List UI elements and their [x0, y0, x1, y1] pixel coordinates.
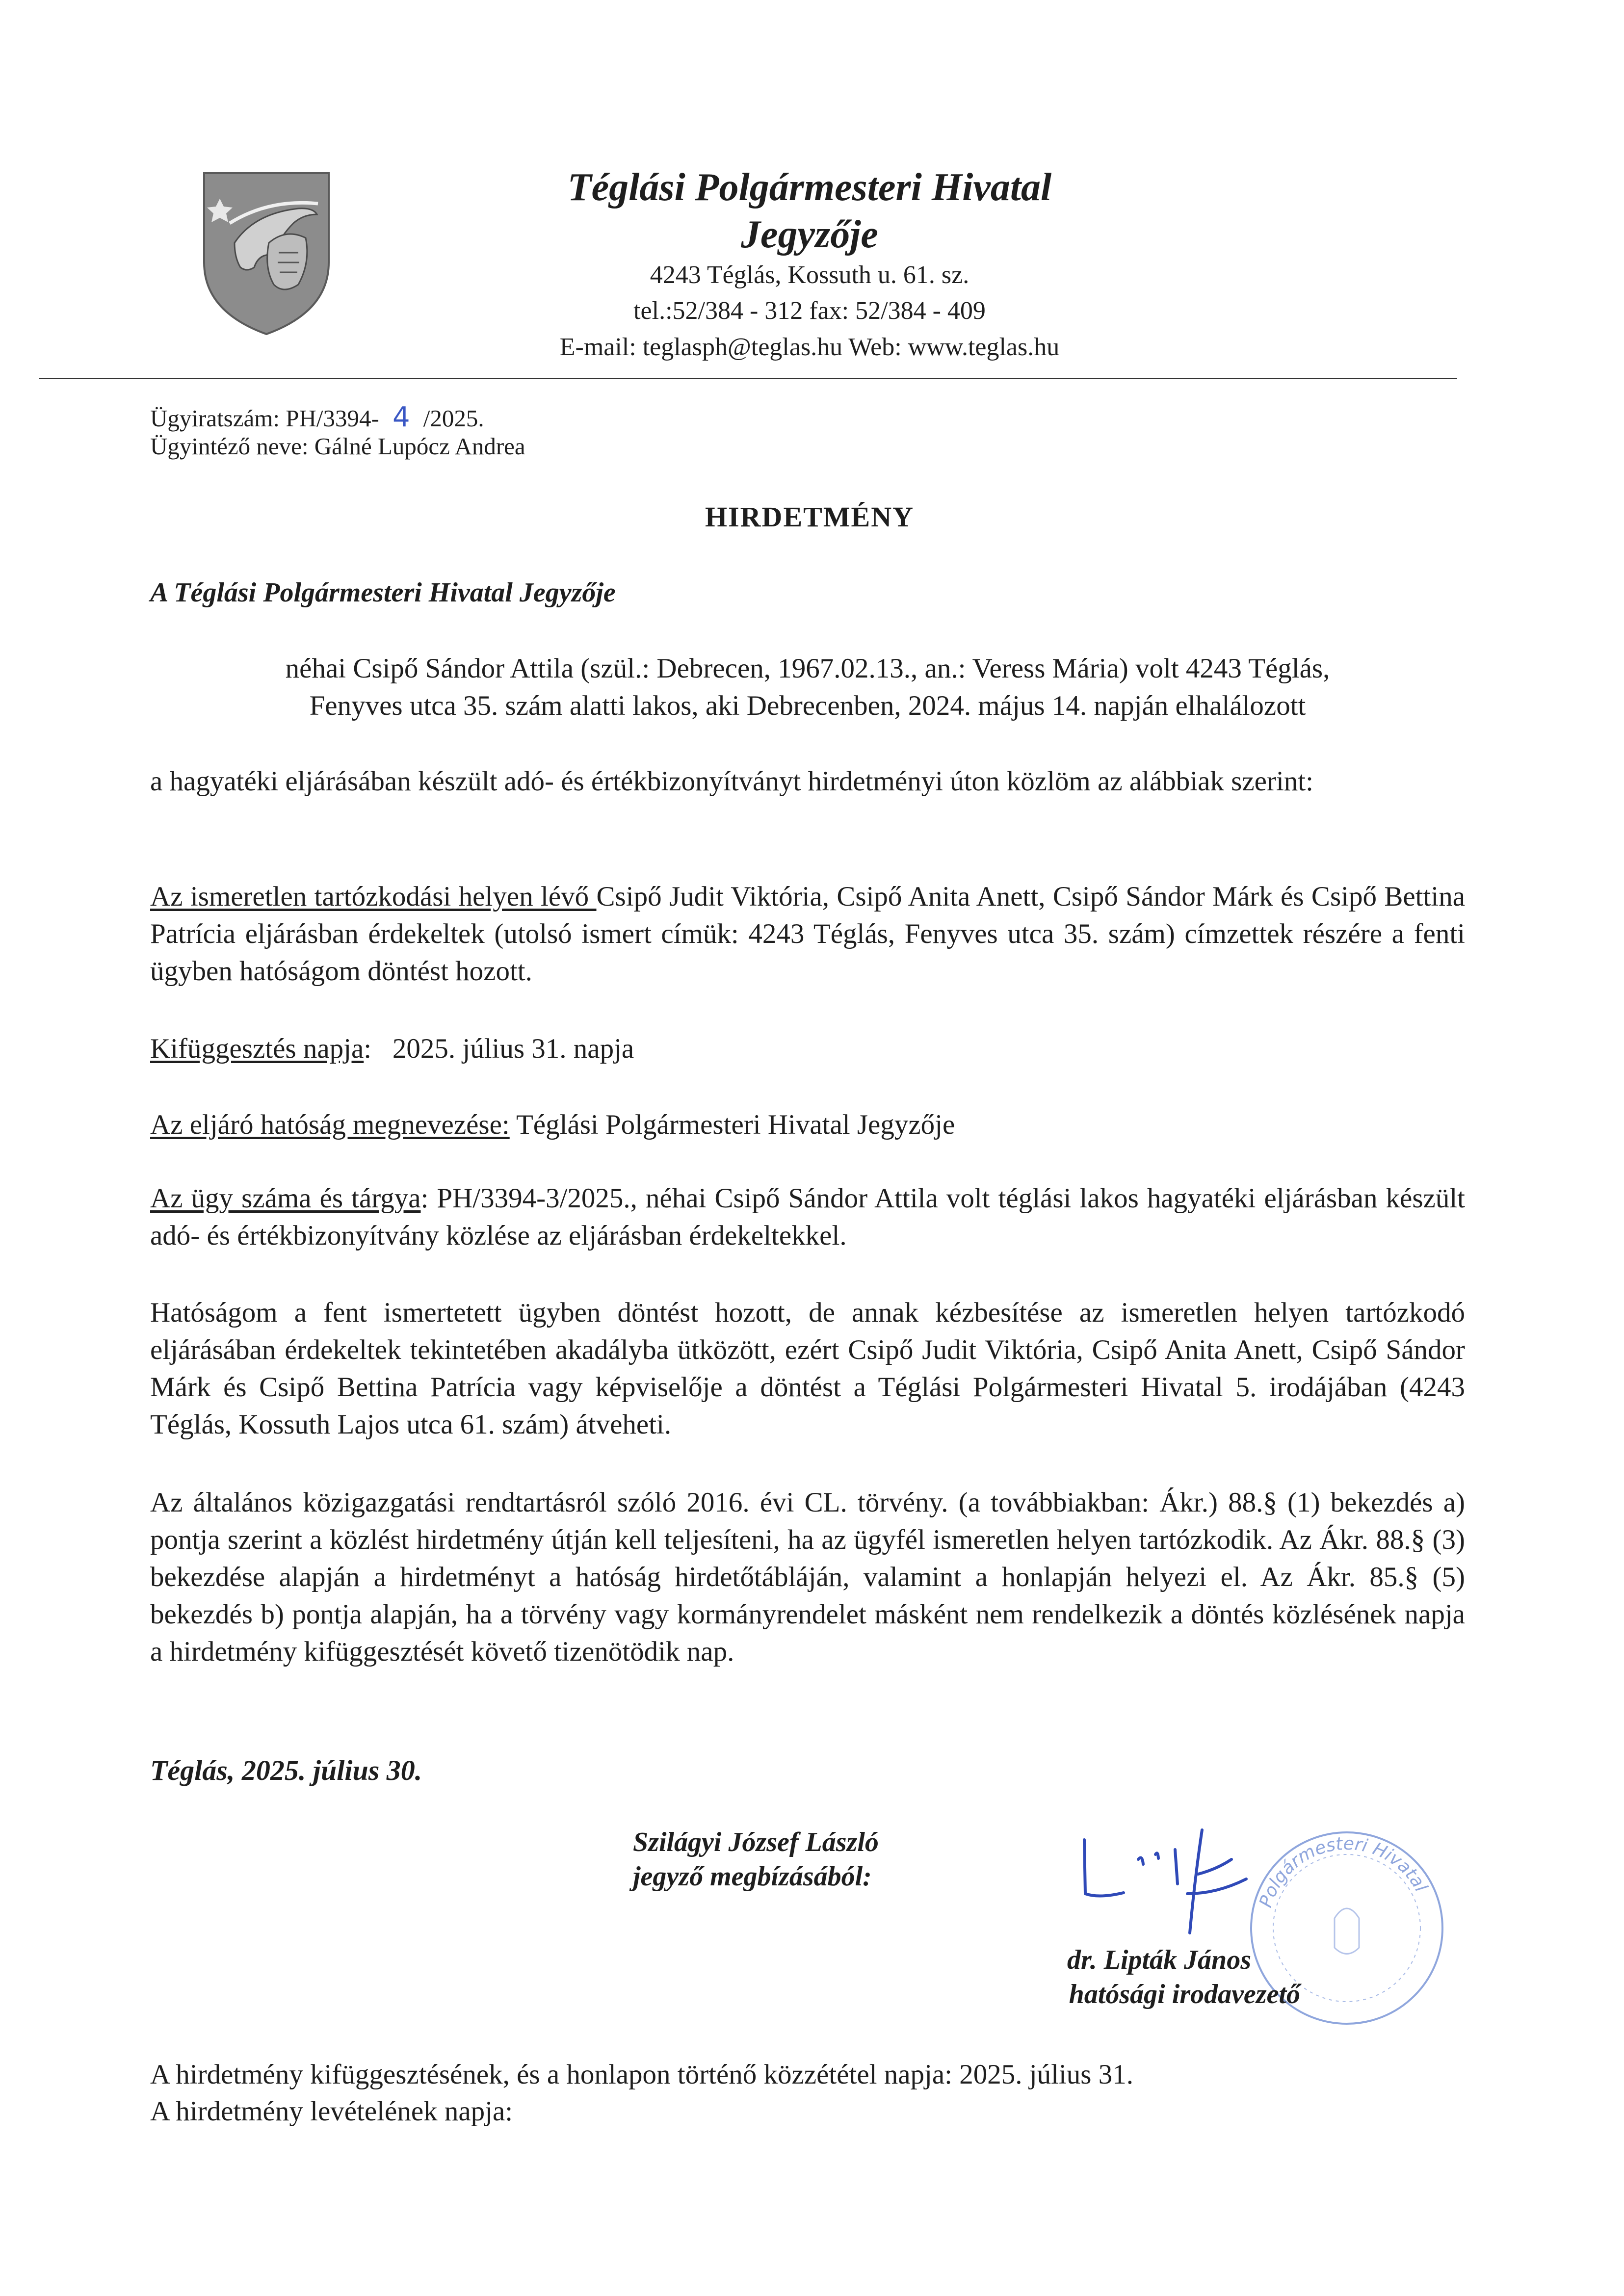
- authority-value: Téglási Polgármesteri Hivatal Jegyzője: [509, 1109, 955, 1140]
- office-address: 4243 Téglás, Kossuth u. 61. sz.: [650, 261, 969, 289]
- svg-text:Polgármesteri Hivatal: [1256, 1834, 1431, 1910]
- case-subject-paragraph: [150, 1180, 1465, 1254]
- handwritten-case-number: 4: [392, 401, 410, 433]
- recipients-text: Csipő Judit Viktória, Csipő Anita Anett, Csipő Sándor Márk és Csipő Bettina Patrícia eljárásban érdekeltek (utolsó ismert címük: 4243 Téglás, Fenyves utca 35. szám) címzettek részére a fenti ügyben hatóságom döntést hozott.: [150, 881, 1465, 987]
- case-subject-value: PH/3394-3/2025., néhai Csipő Sándor Attila volt téglási lakos hagyatéki eljárásban készült adó- és értékbizonyítvány közlése az eljárásban érdekeltekkel.: [150, 1183, 1465, 1251]
- stamp-text: Polgármesteri Hivatal: [1256, 1833, 1431, 1910]
- case-handler: Ügyintéző neve: Gálné Lupócz Andrea: [150, 433, 525, 460]
- handwritten-signature: [1070, 1820, 1276, 1957]
- signatory-position: hatósági irodavezető: [1069, 1979, 1300, 2009]
- posting-date-line: [150, 1030, 1465, 1068]
- posting-date-label: Kifüggesztés napja: [150, 1033, 364, 1064]
- case-number-prefix: Ügyiratszám: PH/3394-: [150, 405, 379, 432]
- case-subject-colon: :: [420, 1183, 429, 1214]
- posting-date-value: 2025. július 31. napja: [371, 1033, 634, 1064]
- legal-paragraph: Az általános közigazgatási rendtartásról szóló 2016. évi CL. törvény. (a továbbiakban: Ákr.) 88.§ (1) bekezdés a) pontja szerint a közlést hirdetmény útján kell teljesíteni, ha az ügyfél ismeretlen helyen tartózkodik. Az Ákr. 88.§ (3) bekezdése alapján a hirdetményt a hatóság hirdetőtábláján, valamint a honlapján helyezi el. Az Ákr. 85.§ (5) bekezdés b) pontja alapján, ha a törvény vagy kormányrendelet másként nem rendelkezik a döntés közlésének napja a hirdetmény kifüggesztését követő tizenötödik nap.: [150, 1487, 1465, 1667]
- document-title: HIRDETMÉNY: [705, 501, 915, 533]
- recipients-label: Az ismeretlen tartózkodási helyen lévő: [150, 881, 597, 912]
- coat-of-arms-icon: [200, 169, 333, 337]
- footer-removed: A hirdetmény levételének napja:: [150, 2096, 513, 2127]
- footer-published: A hirdetmény kifüggesztésének, és a honlapon történő közzététel napja: 2025. július 31.: [150, 2059, 1133, 2090]
- mandate-block: [633, 1825, 879, 1894]
- intro-paragraph: a hagyatéki eljárásában készült adó- és értékbizonyítványt hirdetményi úton közlöm az alábbiak szerint:: [150, 766, 1313, 797]
- case-number: [150, 401, 484, 433]
- office-phone-fax: tel.:52/384 - 312 fax: 52/384 - 409: [633, 297, 986, 325]
- deceased-line-2: Fenyves utca 35. szám alatti lakos, aki Debrecenben, 2024. május 14. napján elhalálozott: [309, 690, 1306, 721]
- office-subtitle: Jegyzője: [741, 213, 878, 256]
- delivery-paragraph: Hatóságom a fent ismertetett ügyben döntést hozott, de annak kézbesítése az ismeretlen helyen tartózkodó eljárásában érdekeltek tekintetében akadályba ütközött, ezért Csipő Judit Viktória, Csipő Anita Anett, Csipő Sándor Márk és Csipő Bettina Patrícia vagy képviselője a döntést a Téglási Polgármesteri Hivatal 5. irodájában (4243 Téglás, Kossuth Lajos utca 61. szám) átveheti.: [150, 1297, 1465, 1440]
- case-subject-label: Az ügy száma és tárgya: [150, 1183, 421, 1214]
- mandate-role: jegyző megbízásából:: [633, 1861, 872, 1892]
- place-date: Téglás, 2025. július 30.: [150, 1754, 422, 1786]
- recipients-paragraph: [150, 878, 1465, 990]
- authority-label: Az eljáró hatóság megnevezése:: [150, 1109, 510, 1140]
- header-divider: [39, 378, 1457, 379]
- issuer: A Téglási Polgármesteri Hivatal Jegyzője: [150, 577, 616, 608]
- posting-date-colon: :: [364, 1033, 372, 1064]
- deceased-line-1: néhai Csipő Sándor Attila (szül.: Debrecen, 1967.02.13., an.: Veress Mária) volt 4243 Téglás,: [285, 653, 1330, 684]
- office-email-web: E-mail: teglasph@teglas.hu Web: www.teglas.hu: [559, 333, 1060, 361]
- authority-line: [150, 1106, 1465, 1144]
- mandate-name: Szilágyi József László: [633, 1827, 879, 1857]
- office-name: Téglási Polgármesteri Hivatal: [567, 166, 1052, 209]
- case-number-suffix: /2025.: [423, 405, 484, 432]
- signatory-name: dr. Lipták János: [1067, 1945, 1251, 1975]
